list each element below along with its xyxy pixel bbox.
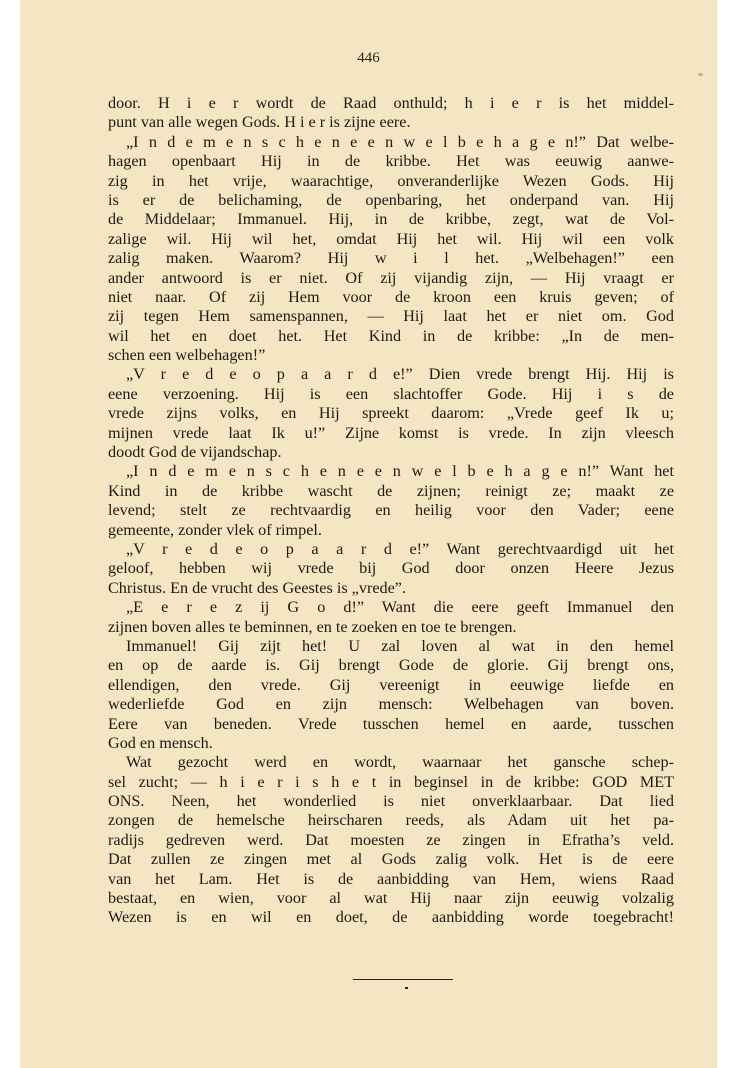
end-rule-dot	[405, 987, 408, 989]
text-line: „V r e d e o p a a r d e!” Dien vrede brengt Hij. Hij is	[126, 365, 674, 384]
page-number: 446	[357, 50, 380, 66]
text-line: niet naar. Of zij Hem voor de kroon een kruis geven; of	[108, 287, 674, 306]
text-line: ellendigen, den vrede. Gij vereenigt in eeuwige liefde en	[108, 675, 674, 694]
text-line: radijs gedreven werd. Dat moesten ze zingen in Efratha’s veld.	[108, 830, 674, 849]
text-line: ONS. Neen, het wonderlied is niet onverklaarbaar. Dat lied	[108, 792, 674, 811]
text-line: „E e r e z ij G o d!” Want die eere geeft Immanuel den	[126, 598, 674, 617]
text-line: door. H i e r wordt de Raad onthuld; h i e r is het middel-	[108, 94, 674, 112]
text-line: punt van alle wegen Gods. H i e r is zijne eere.	[108, 113, 411, 132]
text-line: Dat zullen ze zingen met al Gods zalig volk. Het is de eere	[108, 850, 674, 869]
end-rule	[353, 979, 453, 980]
text-line: doodt God de vijandschap.	[108, 443, 282, 462]
text-line: zig in het vrije, waarachtige, onveranderlijke Wezen Gods. Hij	[108, 171, 674, 190]
body-text	[108, 94, 674, 928]
text-line: zalige wil. Hij wil het, omdat Hij het wil. Hij wil een volk	[108, 229, 674, 248]
text-line: Immanuel! Gij zijt het! U zal loven al wat in den hemel	[126, 636, 674, 655]
text-line: sel zucht; — h i e r i s h e t in beginsel in de kribbe: GOD MET	[108, 772, 674, 791]
text-line: hagen openbaart Hij in de kribbe. Het was eeuwig aanwe-	[108, 152, 674, 171]
text-line: levend; stelt ze rechtvaardig en heilig voor den Vader; eene	[108, 501, 674, 520]
text-line: wederliefde God en zijn mensch: Welbehagen van boven.	[108, 695, 674, 714]
text-line: zongen de hemelsche heirscharen reeds, als Adam uit het pa-	[108, 811, 674, 830]
end-ornament	[353, 973, 453, 993]
text-line: Eere van beneden. Vrede tusschen hemel en aarde, tusschen	[108, 714, 674, 733]
text-line: zij tegen Hem samenspannen, — Hij laat het er niet om. God	[108, 307, 674, 326]
text-line: eene verzoening. Hij is een slachtoffer Gode. Hij i s de	[108, 384, 674, 403]
text-line: vrede zijns volks, en Hij spreekt daarom: „Vrede geef Ik u;	[108, 404, 674, 423]
text-line: geloof, hebben wij vrede bij God door onzen Heere Jezus	[108, 559, 674, 578]
text-line: wil het en doet het. Het Kind in de kribbe: „In de men-	[108, 326, 674, 345]
text-line: zalig maken. Waarom? Hij w i l het. „Welbehagen!” een	[108, 249, 674, 268]
text-line: van het Lam. Het is de aanbidding van Hem, wiens Raad	[108, 869, 674, 888]
text-line: „V r e d e o p a a r d e!” Want gerechtvaardigd uit het	[126, 539, 674, 558]
text-line: Wat gezocht werd en wordt, waarnaar het gansche schep-	[126, 753, 674, 772]
text-line: de Middelaar; Immanuel. Hij, in de kribbe, zegt, wat de Vol-	[108, 210, 674, 229]
paper-speck	[698, 73, 703, 76]
text-line: gemeente, zonder vlek of rimpel.	[108, 520, 322, 539]
text-line: Christus. En de vrucht des Geestes is „vrede”.	[108, 578, 407, 597]
text-line: is er de belichaming, de openbaring, het onderpand van. Hij	[108, 190, 674, 209]
text-line: „I n d e m e n s c h e n e e n w e l b e h a g e n!” Want het	[126, 462, 674, 481]
text-line: mijnen vrede laat Ik u!” Zijne komst is vrede. In zijn vleesch	[108, 423, 674, 442]
text-line: bestaat, en wien, voor al wat Hij naar zijn eeuwig volzalig	[108, 889, 674, 908]
text-line: Wezen is en wil en doet, de aanbidding worde toegebracht!	[108, 908, 674, 927]
text-line: ander antwoord is er niet. Of zij vijandig zijn, — Hij vraagt er	[108, 268, 674, 287]
text-line: en op de aarde is. Gij brengt Gode de glorie. Gij brengt ons,	[108, 656, 674, 675]
text-line: „I n d e m e n s c h e n e e n w e l b e h a g e n!” Dat welbe-	[126, 132, 674, 151]
text-line: Kind in de kribbe wascht de zijnen; reinigt ze; maakt ze	[108, 481, 674, 500]
text-line: zijnen boven alles te beminnen, en te zoeken en toe te brengen.	[108, 617, 517, 636]
book-page	[20, 0, 717, 1068]
text-line: schen een welbehagen!”	[108, 346, 266, 365]
text-line: God en mensch.	[108, 733, 213, 752]
